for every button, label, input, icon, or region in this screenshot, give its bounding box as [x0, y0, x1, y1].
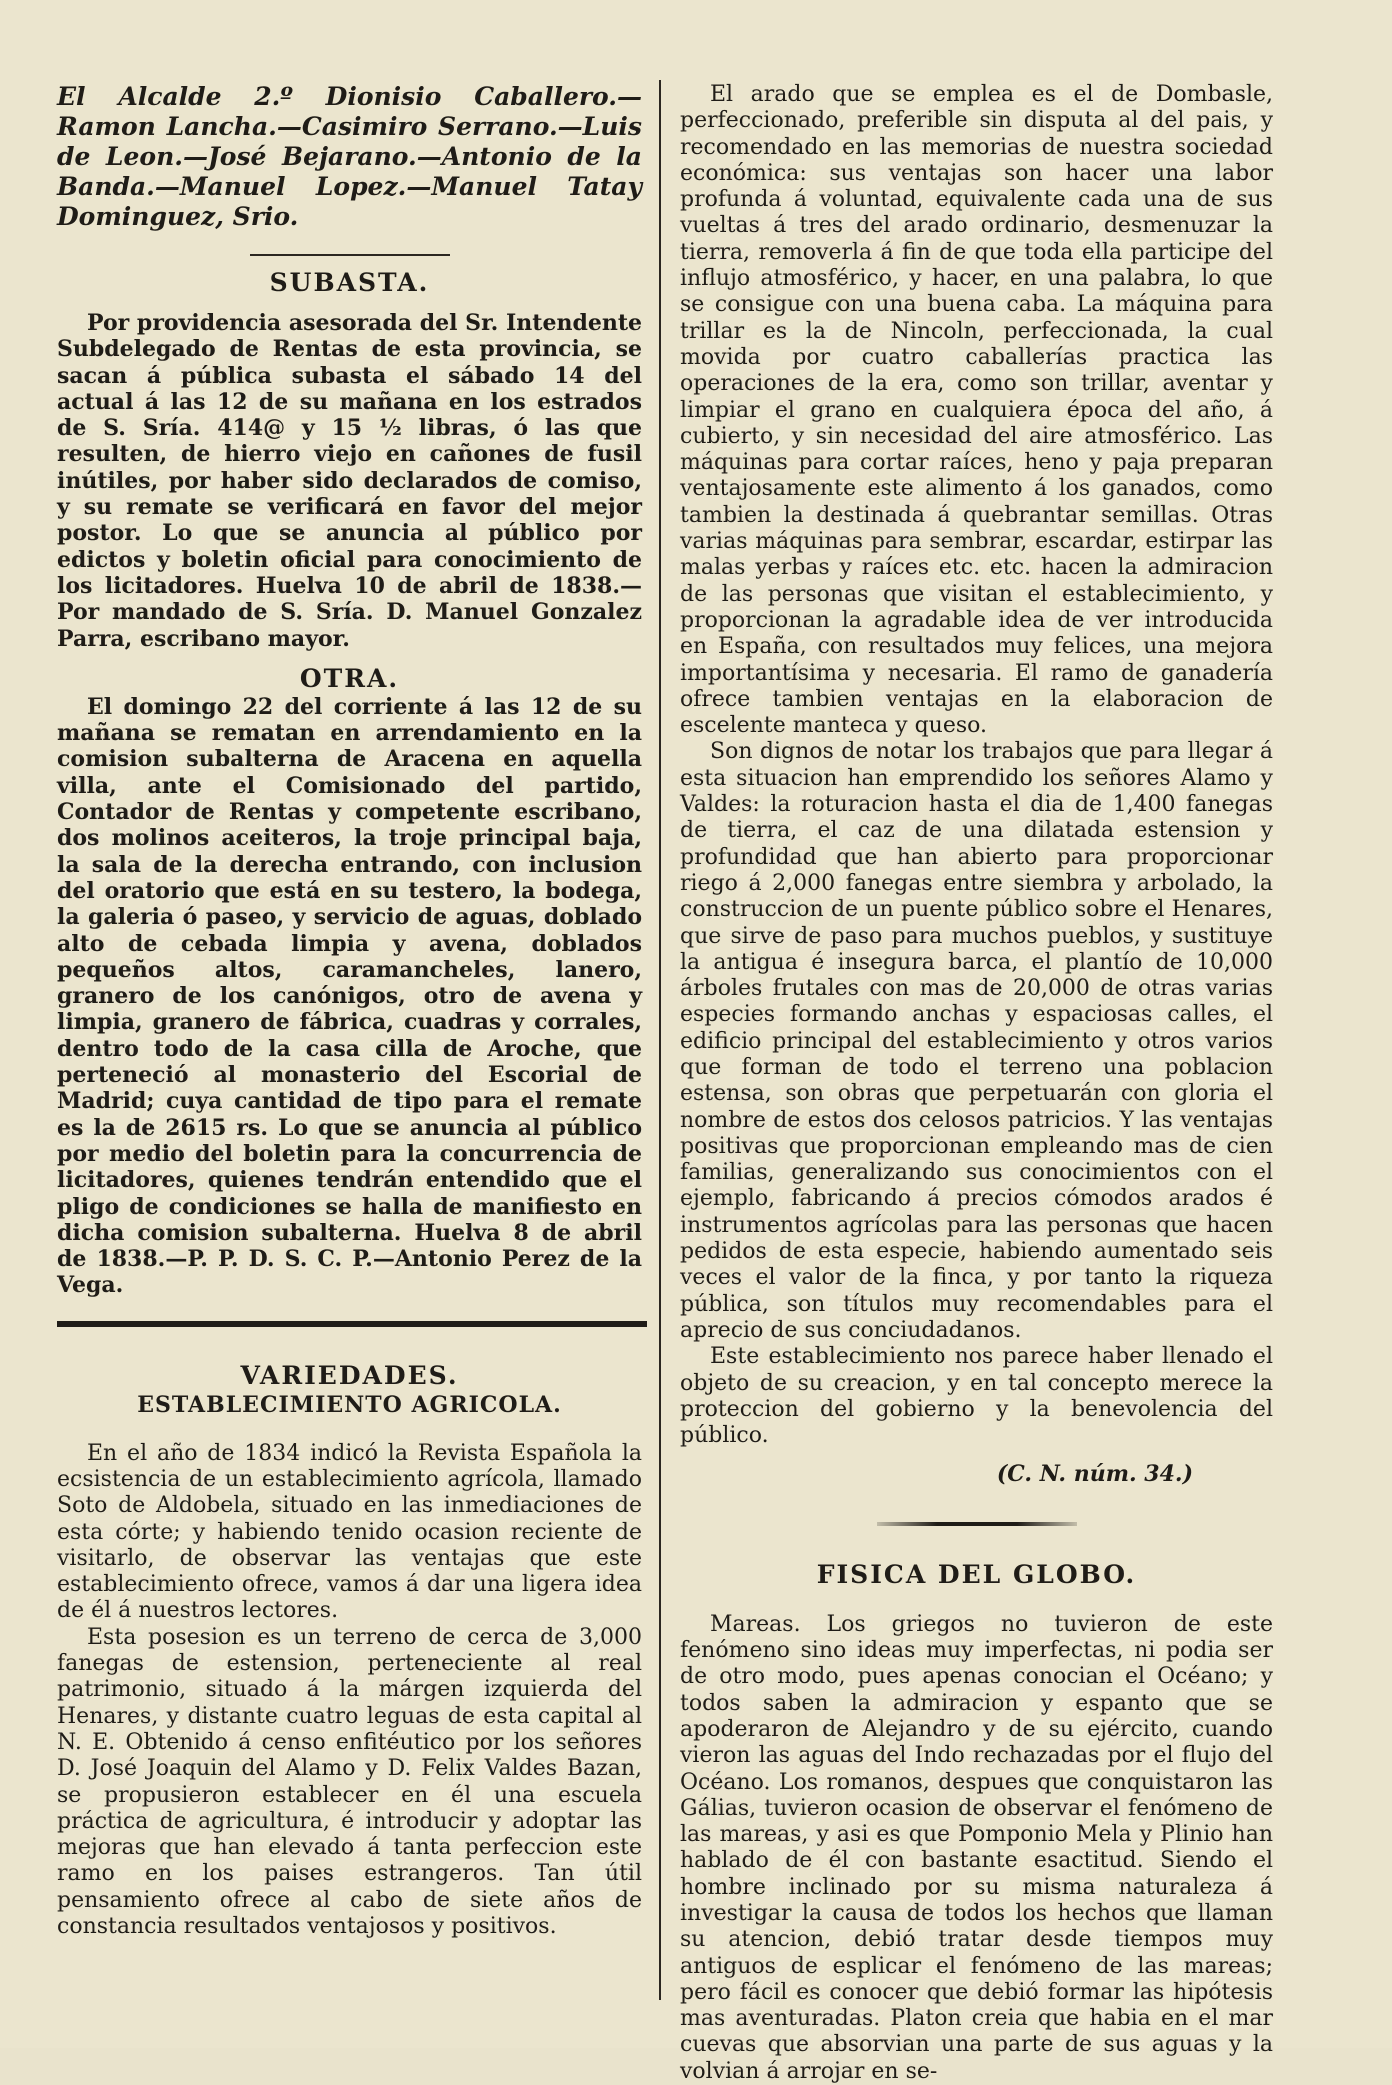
right-column	[680, 82, 1273, 2085]
establecimiento-paragraph-5: Este establecimiento nos parece haber llenado el objeto de su creacion, y en tal concepto merece la proteccion del gobierno y la benevolencia del público.	[680, 1344, 1273, 1449]
column-rule	[659, 80, 661, 2000]
otra-heading: OTRA.	[299, 663, 400, 693]
establecimiento-heading: ESTABLECIMIENTO AGRICOLA.	[137, 1391, 562, 1418]
fisica-heading: FISICA DEL GLOBO.	[816, 1559, 1137, 1589]
source-citation: (C. N. núm. 34.)	[996, 1461, 1193, 1488]
fisica-paragraph-1: Mareas. Los griegos no tuvieron de este fenómeno sino ideas muy imperfectas, ni podia ser de otro modo, pues apenas conocian el Océano; y todos saben la admiracion y espanto que se apoderaron de Alejandro y de su ejército, cuando vieron las aguas del Indo rechazadas por el flujo del Océano. Los romanos, despues que conquistaron las Gálias, tuvieron ocasion de observar el fenómeno de las mareas, y asi es que Pomponio Mela y Plinio han hablado de él con bastante esactitud. Siendo el hombre inclinado por su misma naturaleza á investigar la causa de todos los hechos que llaman su atencion, debió tratar desde tiempos muy antiguos de esplicar el fenómeno de las mareas; pero fácil es conocer que debió formar las hipótesis mas aventuradas. Platon creia que habia en el mar cuevas que absorvian una parte de sus aguas y la volvian á arrojar en se-	[680, 1611, 1273, 2084]
subasta-notice: Por providencia asesorada del Sr. Intendente Subdelegado de Rentas de esta provincia, se sacan á pública subasta el sábado 14 del actual á las 12 de su mañana en los estrados de S. Sría. 414@ y 15 ½ libras, ó las que resulten, de hierro viejo en cañones de fusil inútiles, por haber sido declarados de comiso, y su remate se verificará en favor del mejor postor. Lo que se anuncia al público por edictos y boletin oficial para conocimiento de los licitadores. Huelva 10 de abril de 1838.—Por mandado de S. Sría. D. Manuel Gonzalez Parra, escribano mayor.	[57, 310, 642, 652]
establecimiento-paragraph-4: Son dignos de notar los trabajos que para llegar á esta situacion han emprendido los señores Alamo y Valdes: la roturacion hasta el dia de 1,400 fanegas de tierra, el caz de una dilatada estension y profundidad que han abierto para proporcionar riego á 2,000 fanegas entre siembra y arbolado, la construccion de un puente público sobre el Henares, que sirve de paso para muchos pueblos, y sustituye la antigua é insegura barca, el plantío de 10,000 árboles frutales con mas de 20,000 de otras varias especies formando anchas y espaciosas calles, el edificio principal del establecimiento y otros varios que forman de todo el terreno una poblacion estensa, son obras que perpetuarán con gloria el nombre de estos dos celosos patricios. Y las ventajas positivas que proporcionan empleando mas de cien familias, generalizando sus conocimientos con el ejemplo, fabricando á precios cómodos arados é instrumentos agrícolas para las personas que hacen pedidos de esta especie, habiendo aumentado seis veces el valor de la finca, y por tanto la riqueza pública, son títulos muy recomendables para el aprecio de sus conciudadanos.	[680, 739, 1273, 1343]
establecimiento-paragraph-3: El arado que se emplea es el de Dombasle, perfeccionado, preferible sin disputa al del pais, y recomendado en las memorias de nuestra sociedad económica: sus ventajas son hacer una labor profunda á voluntad, equivalente cada una de sus vueltas á tres del arado ordinario, desmenuzar la tierra, removerla á fin de que toda ella participe del influjo atmosférico, y hacer, en una palabra, lo que se consigue con una buena caba. La máquina para trillar es la de Nincoln, perfeccionada, la cual movida por cuatro caballerías practica las operaciones de la era, como son trillar, aventar y limpiar el grano en cualquiera época del año, á cubierto, y sin necesidad del aire atmosférico. Las máquinas para cortar raíces, heno y paja preparan ventajosamente este alimento á los ganados, como tambien la destinada á quebrantar semillas. Otras varias máquinas para sembrar, escardar, estirpar las malas yerbas y raíces etc. etc. hacen la admiracion de las personas que visitan el establecimiento, y proporcionan la agradable idea de ver introducida en España, con resultados muy felices, una mejora importantísima y necesaria. El ramo de ganadería ofrece tambien ventajas en la elaboracion de escelente manteca y queso.	[680, 82, 1273, 739]
otra-notice: El domingo 22 del corriente á las 12 de su mañana se rematan en arrendamiento en la comision subalterna de Aracena en aquella villa, ante el Comisionado del partido, Contador de Rentas y competente escribano, dos molinos aceiteros, la troje principal baja, la sala de la derecha entrando, con inclusion del oratorio que está en su testero, la bodega, la galeria ó paseo, y servicio de aguas, doblado alto de cebada limpia y avena, doblados pequeños altos, caramancheles, lanero, granero de los canónigos, otro de avena y limpia, granero de fábrica, cuadras y corrales, dentro todo de la casa cilla de Aroche, que perteneció al monasterio del Escorial de Madrid; cuya cantidad de tipo para el remate es la de 2615 rs. Lo que se anuncia al público por medio del boletin para la concurrencia de licitadores, quienes tendrán entendido que el pligo de condiciones se halla de manifiesto en dicha comision subalterna. Huelva 8 de abril de 1838.—P. P. D. S. C. P.—Antonio Perez de la Vega.	[57, 693, 642, 1299]
establecimiento-paragraph-2: Esta posesion es un terreno de cerca de 3,000 fanegas de estension, perteneciente al real patrimonio, situado á la márgen izquierda del Henares, y distante cuatro leguas de esta capital al N. E. Obtenido á censo enfitéutico por los señores D. José Joaquin del Alamo y D. Felix Valdes Bazan, se propusieron establecer en él una escuela práctica de agricultura, é introducir y adoptar las mejoras que han elevado á tanta perfeccion este ramo en los paises estrangeros. Tan útil pensamiento ofrece al cabo de siete años de constancia resultados ventajosos y positivos.	[57, 1624, 642, 1940]
establecimiento-paragraph-1: En el año de 1834 indicó la Revista Española la ecsistencia de un establecimiento agrícola, llamado Soto de Aldobela, situado en las inmediaciones de esta córte; y habiendo tenido ocasion reciente de visitarlo, de observar las ventajas que este establecimiento ofrece, vamos á dar una ligera idea de él á nuestros lectores.	[57, 1440, 642, 1624]
subasta-heading: SUBASTA.	[269, 268, 430, 297]
municipal-signatures: El Alcalde 2.º Dionisio Caballero.—Ramon Lancha.—Casimiro Serrano.—Luis de Leon.—José Bejarano.—Antonio de la Banda.—Manuel Lopez.—Manuel Tatay Dominguez, Srio.	[57, 82, 642, 231]
variedades-heading: VARIEDADES.	[240, 1360, 459, 1390]
left-column	[57, 82, 642, 1940]
